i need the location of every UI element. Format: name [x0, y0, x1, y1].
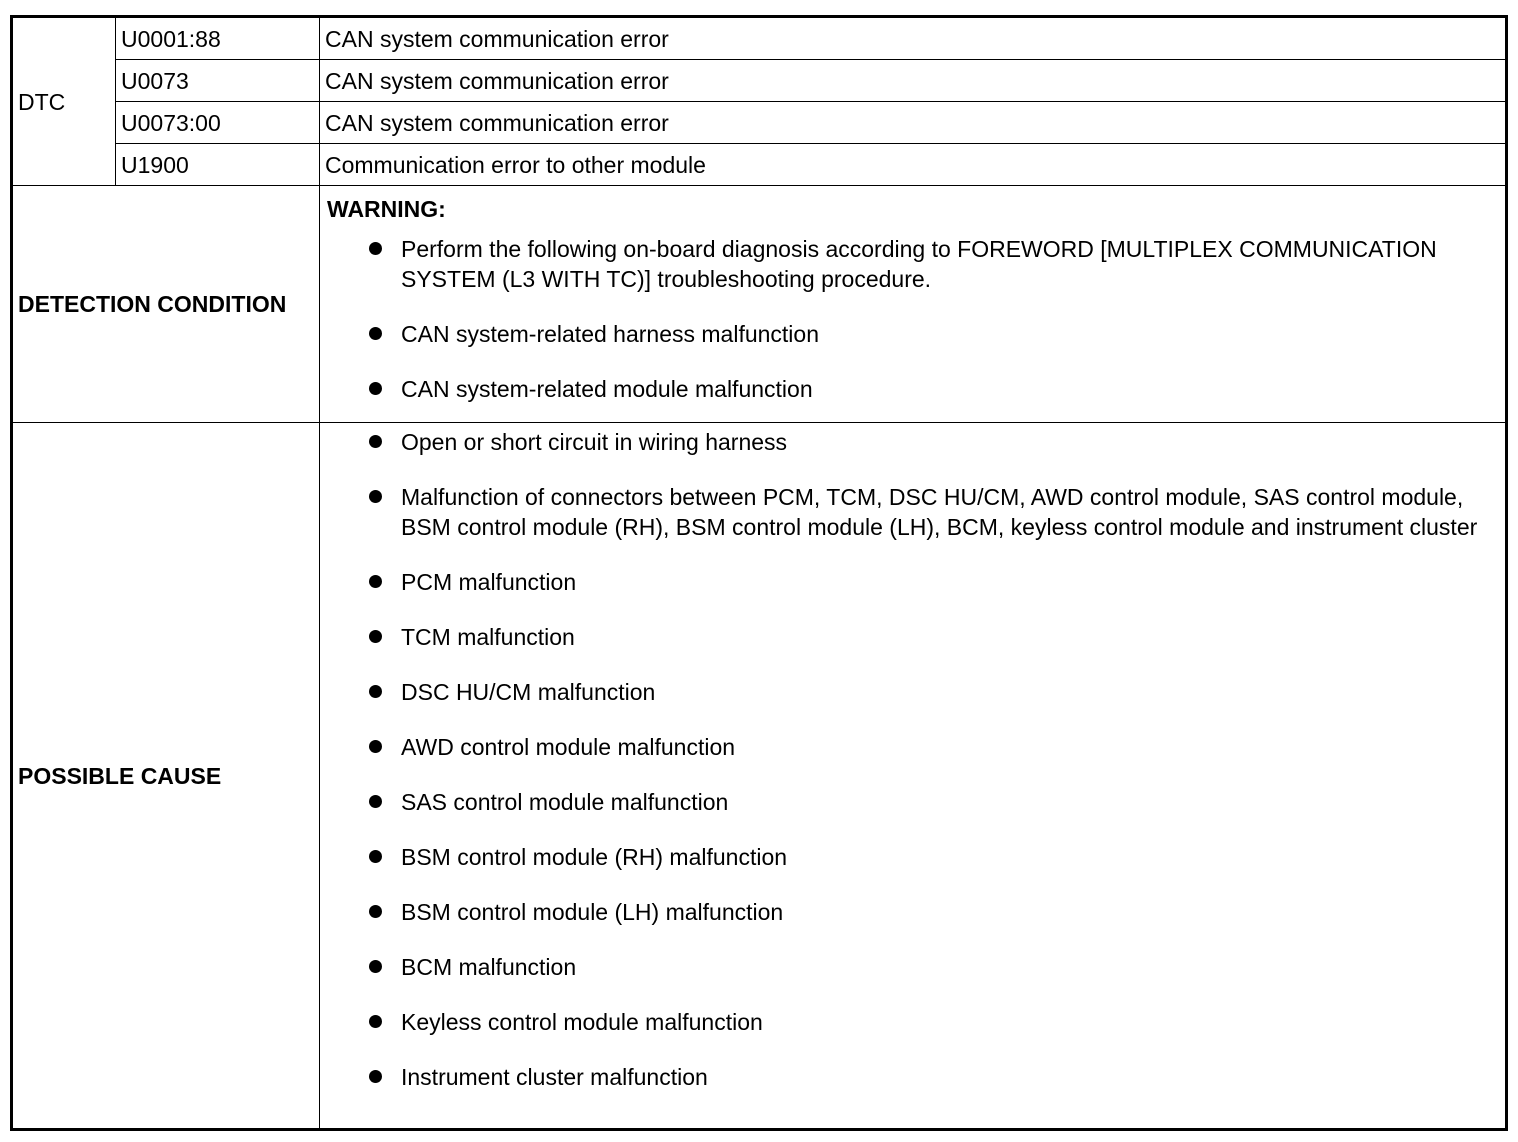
list-item [325, 567, 1500, 597]
list-item-text: Open or short circuit in wiring harness [401, 429, 788, 455]
bullet-dot-icon [369, 575, 382, 588]
list-item-text: TCM malfunction [401, 624, 575, 650]
list-item-text: Malfunction of connectors between PCM, TCM, DSC HU/CM, AWD control module, SAS control module, BSM control module (RH), BSM control module (LH), BCM, keyless control module and instrument cluster [401, 484, 1478, 540]
bullet-dot-icon [369, 850, 382, 863]
list-item-text: Perform the following on-board diagnosis according to FOREWORD [MULTIPLEX COMMUNICATION SYSTEM (L3 WITH TC)] troubleshooting procedure. [401, 236, 1437, 292]
dtc-code: U0001:88 [116, 17, 320, 60]
bullet-dot-icon [369, 435, 382, 448]
list-item [325, 732, 1500, 762]
list-item [325, 374, 1500, 404]
bullet-dot-icon [369, 630, 382, 643]
warning-title: WARNING: [327, 196, 446, 222]
dtc-row [12, 144, 1507, 186]
list-item-text: BSM control module (LH) malfunction [401, 899, 784, 925]
list-item [325, 677, 1500, 707]
bullet-dot-icon [369, 685, 382, 698]
list-item [325, 1062, 1500, 1092]
list-item [325, 234, 1500, 294]
dtc-code: U0073 [116, 60, 320, 102]
list-item [325, 842, 1500, 872]
list-item-text: CAN system-related harness malfunction [401, 321, 819, 347]
dtc-table [10, 15, 1508, 1131]
list-item-text: SAS control module malfunction [401, 789, 729, 815]
bullet-dot-icon [369, 327, 382, 340]
list-item [325, 427, 1500, 457]
dtc-code: U0073:00 [116, 102, 320, 144]
bullet-dot-icon [369, 382, 382, 395]
dtc-description: CAN system communication error [320, 60, 1507, 102]
bullet-dot-icon [369, 795, 382, 808]
list-item-text: CAN system-related module malfunction [401, 376, 813, 402]
list-item [325, 319, 1500, 349]
bullet-dot-icon [369, 740, 382, 753]
detection-condition-row [12, 186, 1507, 423]
bullet-dot-icon [369, 905, 382, 918]
bullet-dot-icon [369, 1015, 382, 1028]
bullet-dot-icon [369, 242, 382, 255]
list-item-text: Keyless control module malfunction [401, 1009, 763, 1035]
dtc-description: CAN system communication error [320, 102, 1507, 144]
dtc-row [12, 17, 1507, 60]
detection-condition-content [320, 186, 1507, 423]
dtc-description: CAN system communication error [320, 17, 1507, 60]
dtc-description: Communication error to other module [320, 144, 1507, 186]
dtc-row [12, 102, 1507, 144]
bullet-dot-icon [369, 960, 382, 973]
bullet-dot-icon [369, 490, 382, 503]
possible-cause-label: POSSIBLE CAUSE [12, 423, 320, 1130]
list-item-text: Instrument cluster malfunction [401, 1064, 708, 1090]
list-item-text: AWD control module malfunction [401, 734, 736, 760]
possible-cause-content [320, 423, 1507, 1130]
list-item [325, 952, 1500, 982]
detection-condition-label: DETECTION CONDITION [12, 186, 320, 423]
detection-condition-list [325, 234, 1500, 404]
list-item-text: DSC HU/CM malfunction [401, 679, 656, 705]
list-item [325, 622, 1500, 652]
dtc-code: U1900 [116, 144, 320, 186]
list-item [325, 1007, 1500, 1037]
possible-cause-list [325, 427, 1500, 1092]
dtc-label: DTC [12, 17, 116, 186]
list-item [325, 787, 1500, 817]
possible-cause-row [12, 423, 1507, 1130]
list-item [325, 482, 1500, 542]
list-item-text: BSM control module (RH) malfunction [401, 844, 788, 870]
dtc-row [12, 60, 1507, 102]
list-item [325, 897, 1500, 927]
list-item-text: PCM malfunction [401, 569, 577, 595]
list-item-text: BCM malfunction [401, 954, 577, 980]
bullet-dot-icon [369, 1070, 382, 1083]
